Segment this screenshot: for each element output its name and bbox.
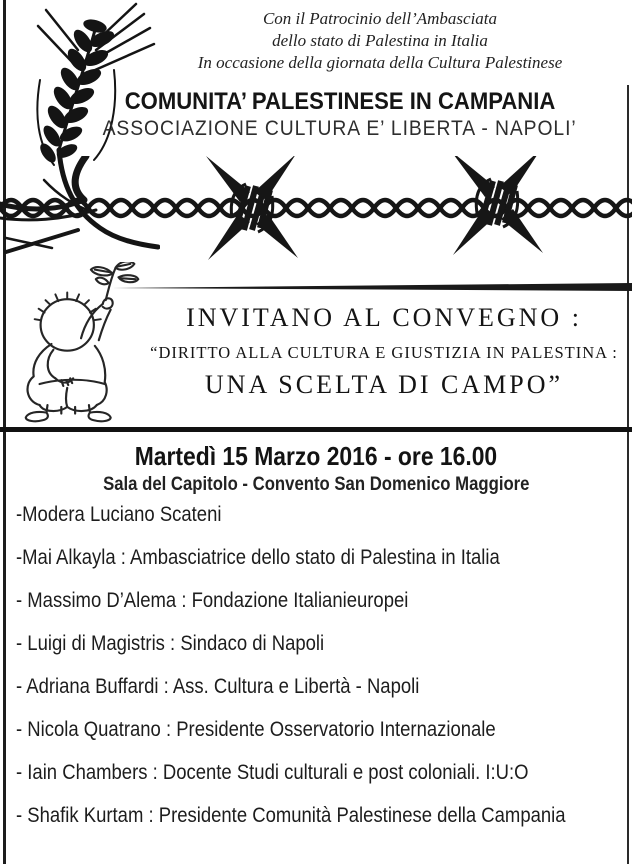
patronage-line-1: Con il Patrocinio dell’Ambasciata	[262, 9, 498, 28]
speaker-line-buffardi: - Adriana Buffardi : Ass. Cultura e Libertà - Napoli	[16, 675, 420, 698]
invitation-line-3: UNA SCELTA DI CAMPO”	[204, 370, 564, 399]
event-block	[20, 440, 612, 498]
speaker-line-quatrano: - Nicola Quatrano : Presidente Osservatorio Internazionale	[16, 718, 496, 741]
invitation-block	[146, 302, 622, 402]
speaker-line-demagistris: - Luigi di Magistris : Sindaco di Napoli	[16, 632, 325, 655]
event-venue: Sala del Capitolo - Convento San Domenico Maggiore	[102, 474, 530, 495]
invitation-line-2: “DIRITTO ALLA CULTURA E GIUSTIZIA IN PALESTINA :	[150, 343, 618, 362]
speakers-list	[16, 504, 628, 848]
barbed-wire-icon	[0, 156, 632, 274]
section-divider-rule	[0, 427, 632, 432]
speaker-line-moderator: -Modera Luciano Scateni	[16, 503, 222, 526]
patronage-line-3: In occasione della giornata della Cultura Palestinese	[197, 53, 563, 72]
speaker-line-chambers: - Iain Chambers : Docente Studi culturali e post coloniali. I:U:O	[16, 761, 529, 784]
tapered-rule	[112, 283, 632, 293]
event-datetime: Martedì 15 Marzo 2016 - ore 16.00	[134, 441, 498, 471]
association-subtitle: ASSOCIAZIONE CULTURA E’ LIBERTA - NAPOLI’	[103, 117, 577, 140]
invitation-line-1: INVITANO AL CONVEGNO :	[186, 303, 582, 332]
community-title: COMUNITA’ PALESTINESE IN CAMPANIA	[124, 88, 556, 115]
speaker-line-dalema: - Massimo D’Alema : Fondazione Italianieuropei	[16, 589, 409, 612]
speaker-line-ambassador: -Mai Alkayla : Ambasciatrice dello stato di Palestina in Italia	[16, 546, 500, 569]
patronage-line-2: dello stato di Palestina in Italia	[272, 31, 488, 50]
patronage-header	[140, 8, 620, 74]
speaker-line-kurtam: - Shafik Kurtam : Presidente Comunità Palestinese della Campania	[16, 804, 566, 827]
